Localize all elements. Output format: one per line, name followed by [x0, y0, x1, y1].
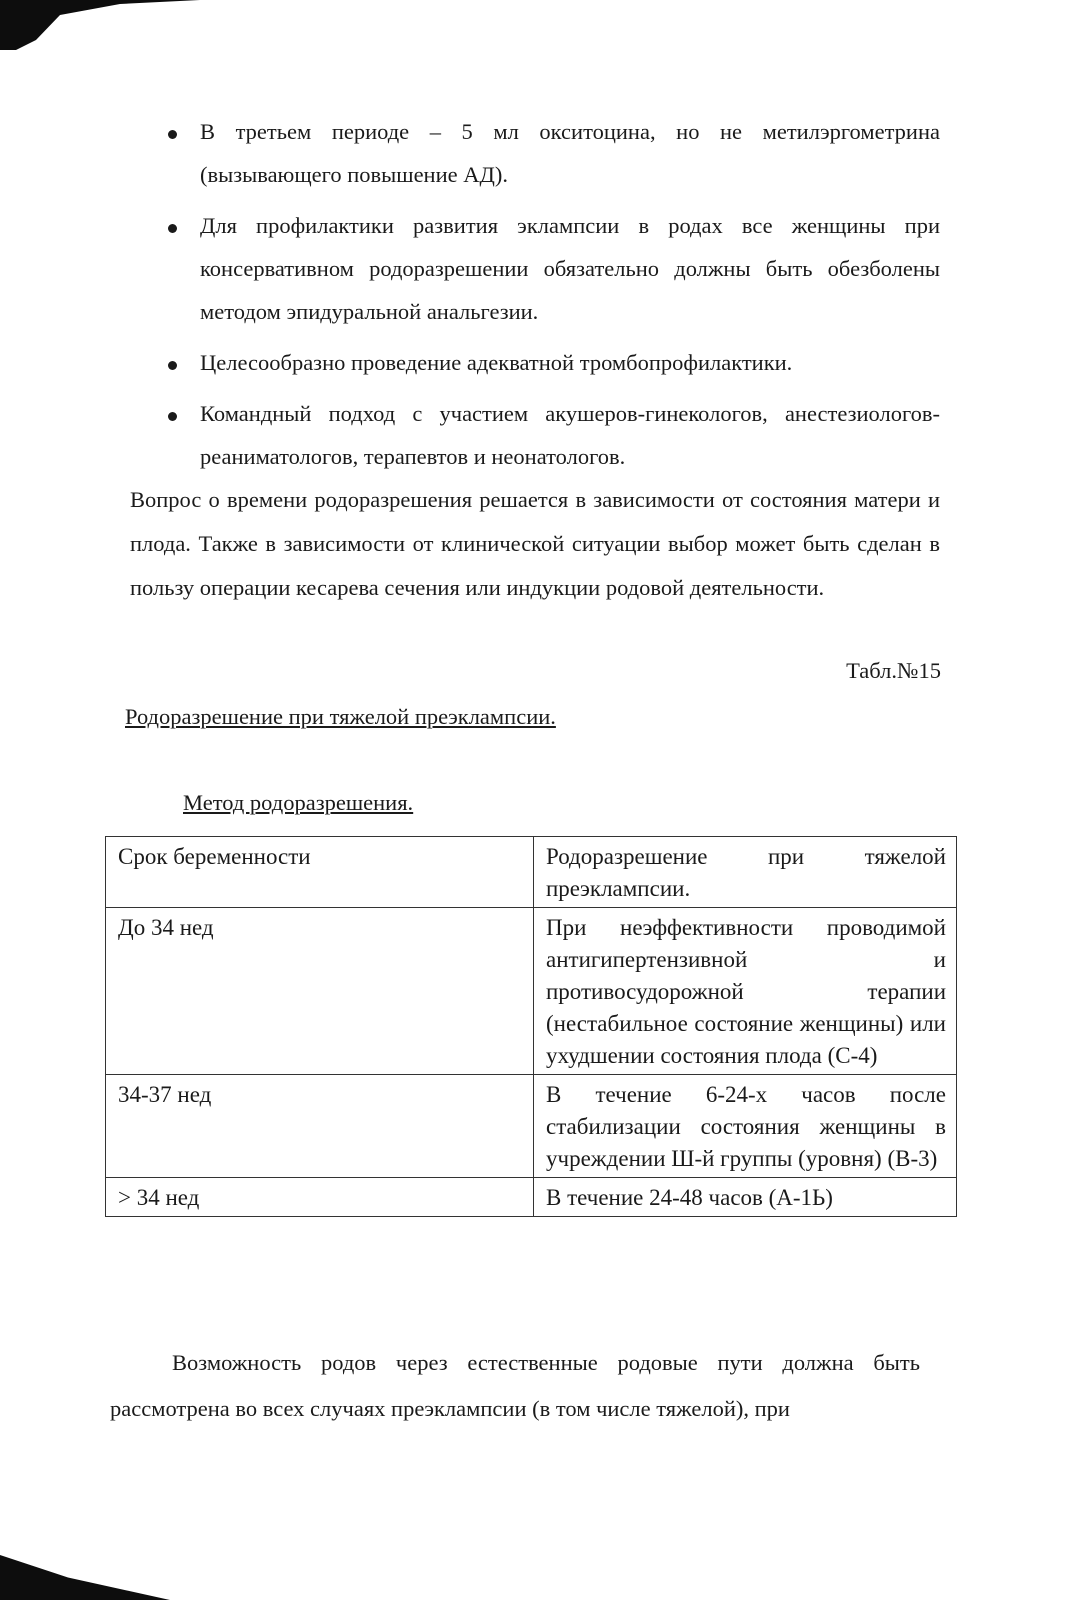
bullet-text: Для профилактики развития эклампсии в родах все женщины при консервативном родоразрешении обязательно должны быть обезболены методом эпидуральной анальгезии.: [200, 213, 940, 324]
table-row: [106, 1178, 957, 1217]
table-cell: > 34 нед: [106, 1178, 534, 1217]
delivery-method-table: [105, 836, 957, 1217]
table-row: [106, 1075, 957, 1178]
table-cell: До 34 нед: [106, 908, 534, 1075]
bullet-item: [160, 110, 940, 196]
table-row: [106, 908, 957, 1075]
bullet-item: [160, 341, 940, 384]
scan-shadow-bottom: [0, 1555, 170, 1600]
table-number-label: Табл.№15: [846, 658, 941, 683]
bullet-text: Командный подход с участием акушеров-гинекологов, анестезиологов-реаниматологов, терапевтов и неонатологов.: [200, 401, 940, 469]
bullet-text: В третьем периоде – 5 мл окситоцина, но не метилэргометрина (вызывающего повышение АД).: [200, 119, 940, 187]
table-header-cell: Родоразрешение при тяжелой преэклампсии.: [534, 837, 957, 908]
table-subheading: Метод родоразрешения.: [183, 790, 414, 815]
bullet-item: [160, 204, 940, 333]
bullet-text: Целесообразно проведение адекватной тромбопрофилактики.: [200, 350, 793, 375]
paragraph-delivery-timing: Вопрос о времени родоразрешения решается в зависимости от состояния матери и плода. Также в зависимости от клинической ситуации выбор может быть сделан в пользу операции кесарева сечения или индукции родовой деятельности.: [130, 487, 940, 600]
paragraph-natural-birth: Возможность родов через естественные родовые пути должна быть рассмотрена во всех случаях преэклампсии (в том числе тяжелой), при: [110, 1350, 920, 1421]
scan-shadow-top: [0, 0, 200, 50]
table-cell: При неэффективности проводимой антигипертензивной и противосудорожной терапии (нестабильное состояние женщины) или ухудшении состояния плода (С-4): [534, 908, 957, 1075]
section-heading: Родоразрешение при тяжелой преэклампсии.: [125, 704, 556, 729]
table-cell: 34-37 нед: [106, 1075, 534, 1178]
bullet-list: [160, 110, 940, 486]
bullet-icon: [168, 361, 177, 370]
bullet-icon: [168, 224, 177, 233]
bullet-icon: [168, 130, 177, 139]
table-header-cell: Срок беременности: [106, 837, 534, 908]
table-cell: В течение 6-24-х часов после стабилизации состояния женщины в учреждении Ш-й группы (уровня) (В-3): [534, 1075, 957, 1178]
bullet-item: [160, 392, 940, 478]
table-header-row: [106, 837, 957, 908]
bullet-icon: [168, 412, 177, 421]
table-cell: В течение 24-48 часов (А-1Ь): [534, 1178, 957, 1217]
